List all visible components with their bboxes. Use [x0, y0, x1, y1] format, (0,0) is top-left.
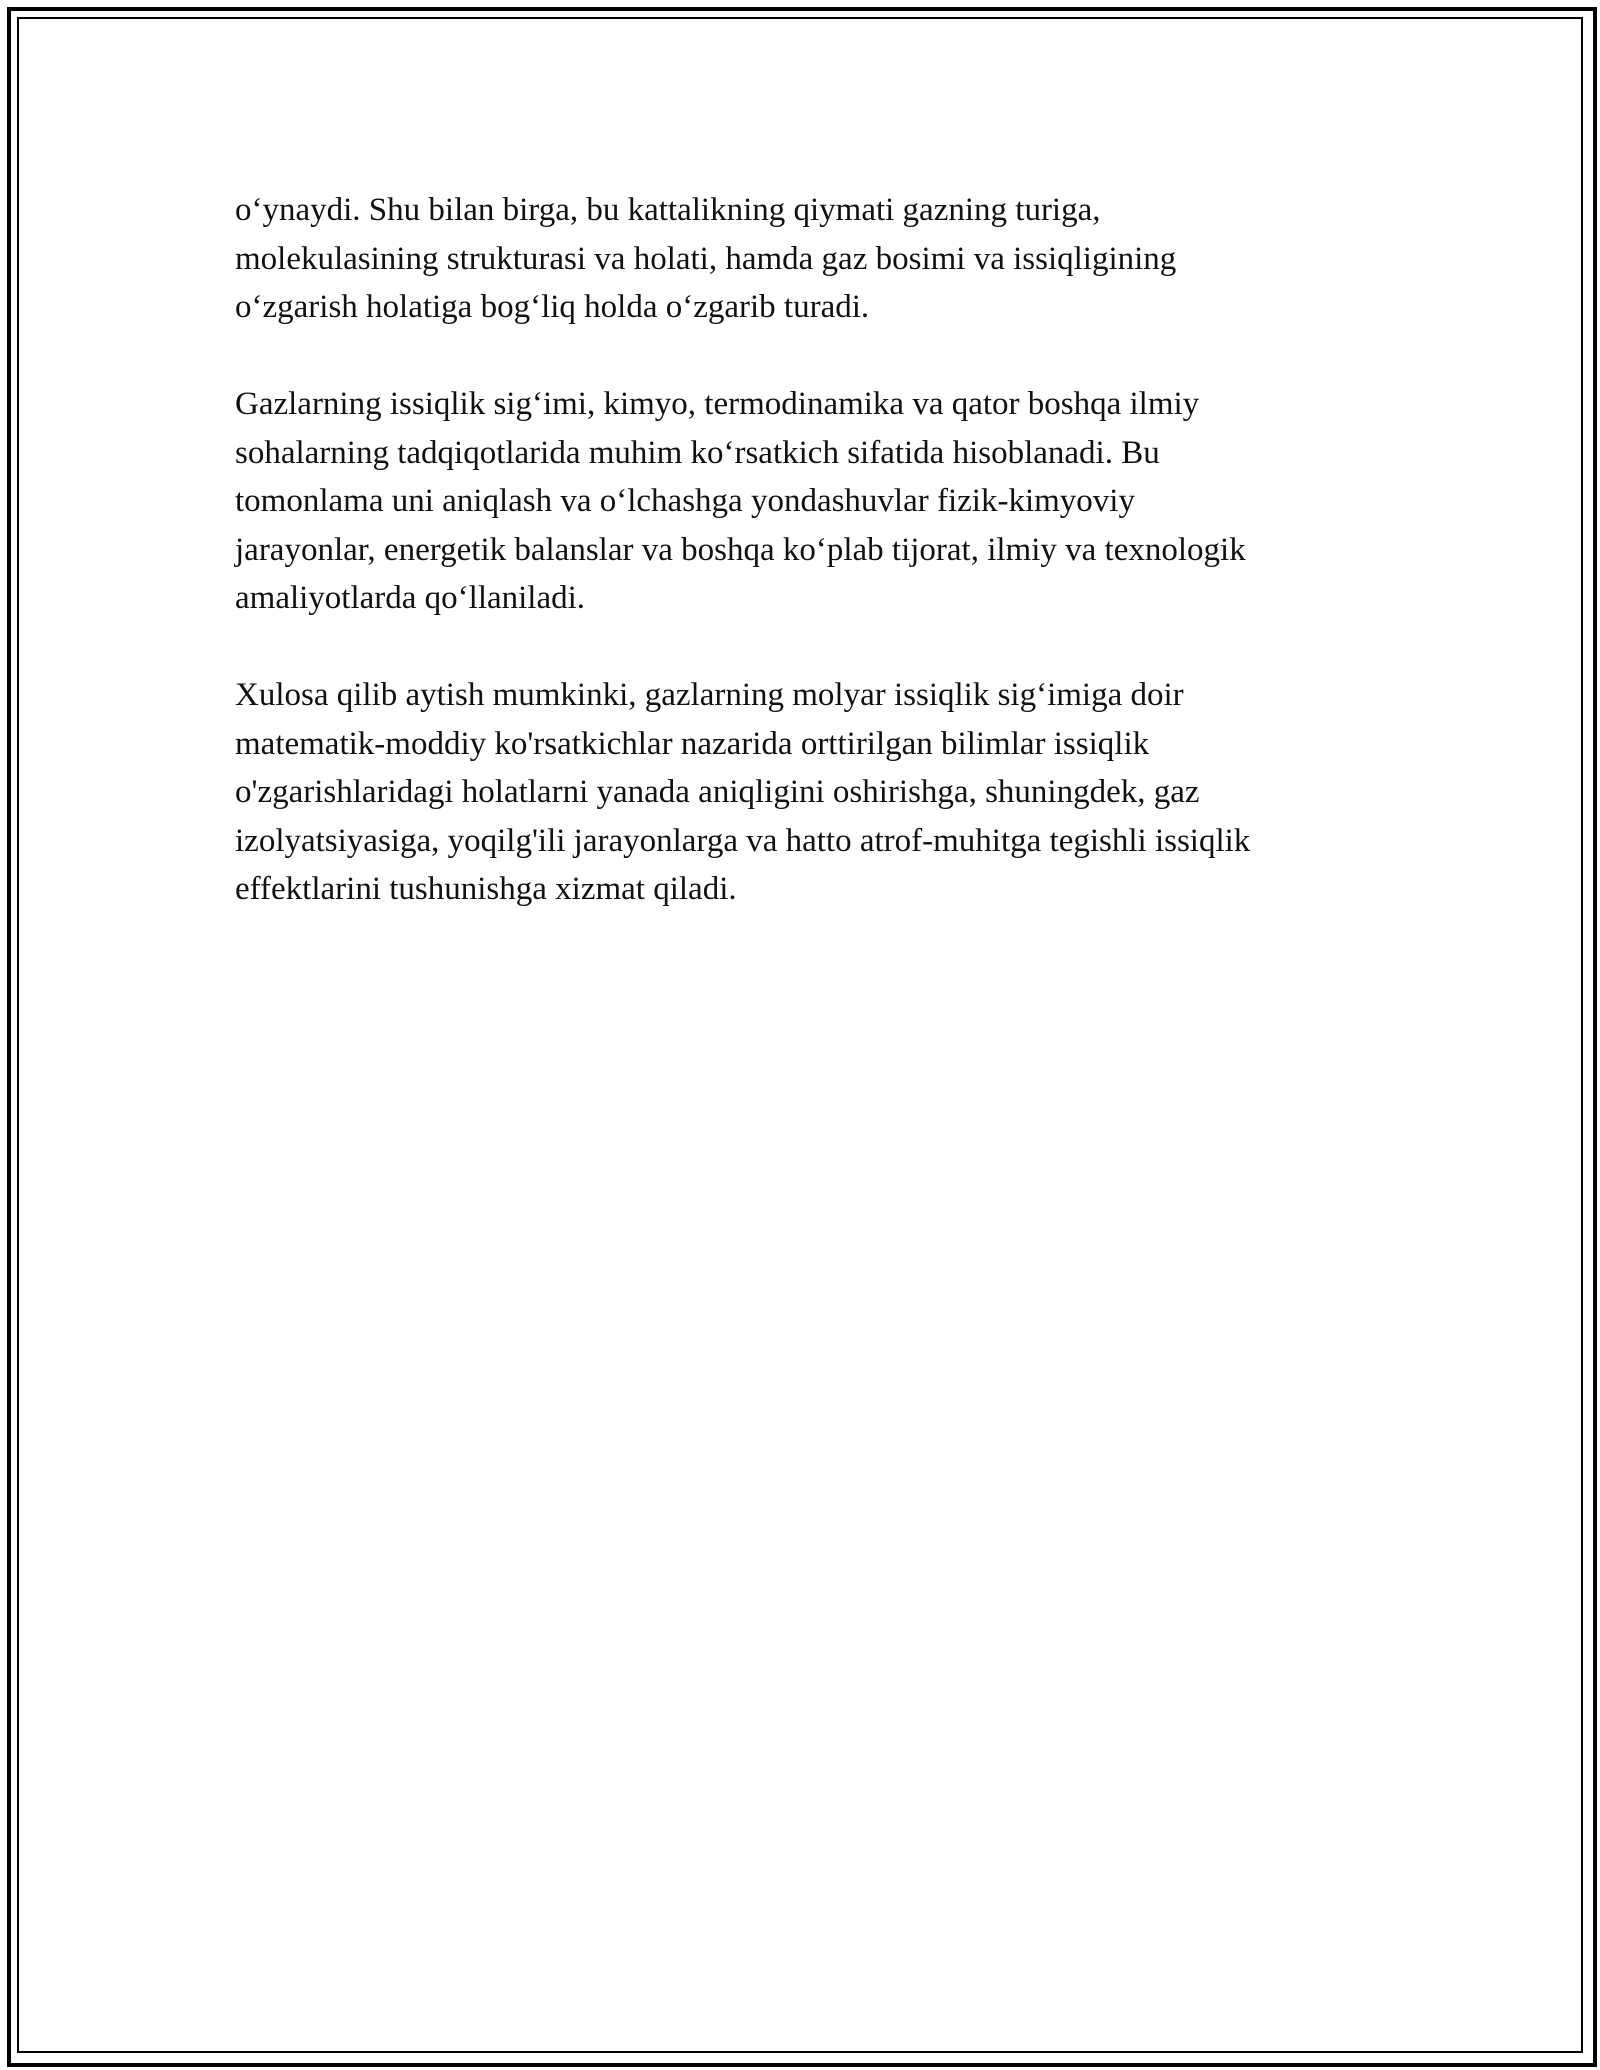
document-body — [235, 186, 1405, 914]
paragraph-2: Gazlarning issiqlik sig‘imi, kimyo, termodinamika va qator boshqa ilmiy sohalarning tadqiqotlarida muhim ko‘rsatkich sifatida hisoblanadi. Bu tomonlama uni aniqlash va o‘lchashga yondashuvlar fizik-kimyoviy jarayonlar, energetik balanslar va boshqa ko‘plab tijorat, ilmiy va texnologik amaliyotlarda qo‘llaniladi. — [235, 386, 1246, 616]
paragraph-1: o‘ynaydi. Shu bilan birga, bu kattalikning qiymati gazning turiga, molekulasining strukturasi va holati, hamda gaz bosimi va issiqligining o‘zgarish holatiga bog‘liq holda o‘zgarib turadi. — [235, 192, 1177, 325]
paragraph-3: Xulosa qilib aytish mumkinki, gazlarning molyar issiqlik sig‘imiga doir matematik-moddiy ko'rsatkichlar nazarida orttirilgan bilimlar issiqlik o'zgarishlaridagi holatlarni yanada aniqligini oshirishga, shuningdek, gaz izolyatsiyasiga, yoqilg'ili jarayonlarga va hatto atrof-muhitga tegishli issiqlik effektlarini tushunishga xizmat qiladi. — [235, 677, 1251, 907]
